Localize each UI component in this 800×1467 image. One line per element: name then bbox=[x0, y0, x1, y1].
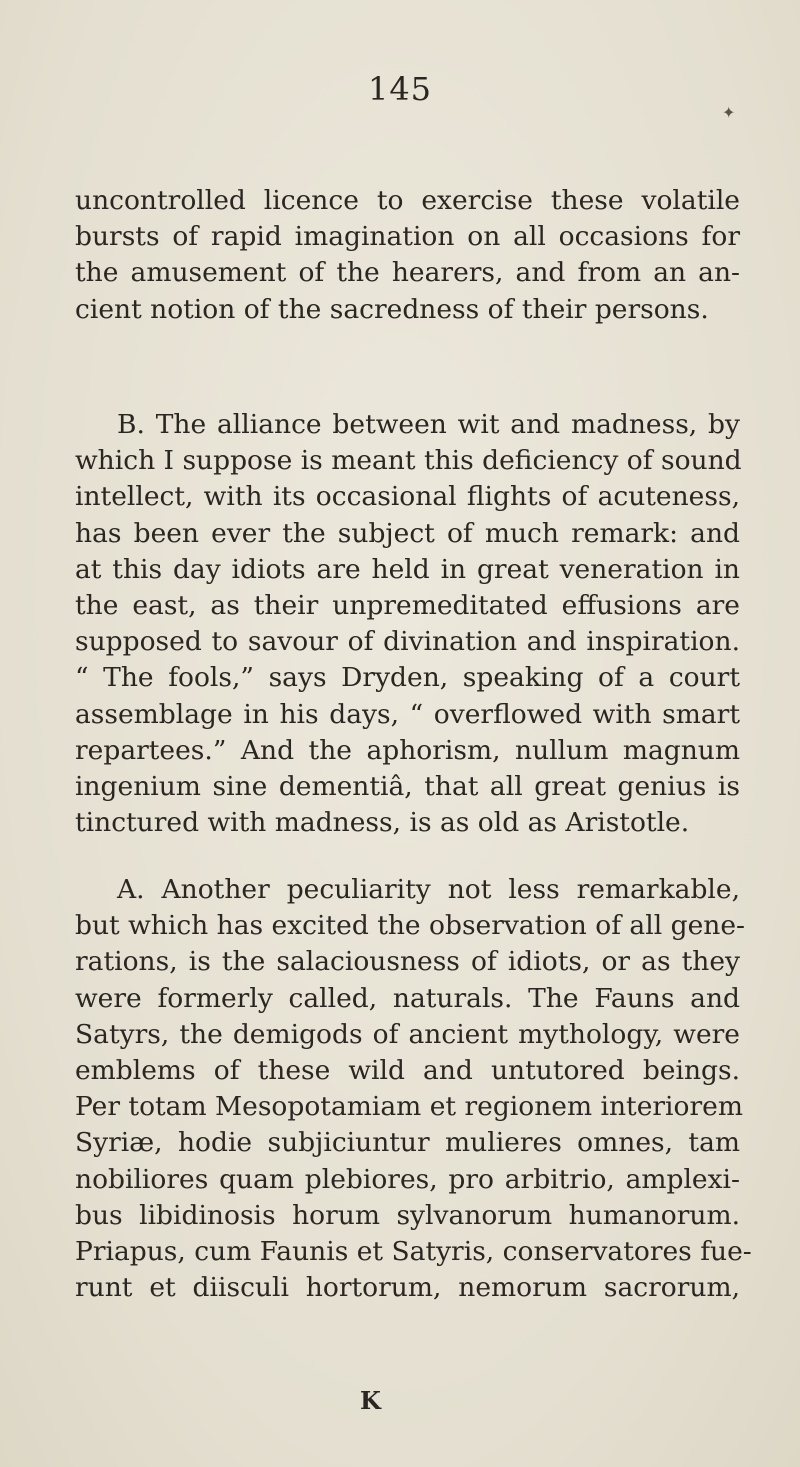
text-line: rations, is the salaciousness of idiots, or as they bbox=[75, 946, 740, 978]
text-line: nobiliores quam plebiores, pro arbitrio, amplexi- bbox=[75, 1163, 740, 1195]
text-line: supposed to savour of divination and inspiration. bbox=[75, 626, 740, 658]
text-line: uncontrolled licence to exercise these volatile bbox=[75, 185, 740, 216]
text-line: “ The fools,” says Dryden, speaking of a court bbox=[75, 662, 740, 694]
text-line: intellect, with its occasional flights of acuteness, bbox=[75, 481, 740, 513]
paragraph-2 bbox=[75, 407, 740, 841]
text-line: cient notion of the sacredness of their persons. bbox=[75, 293, 709, 325]
text-line: bus libidinosis horum sylvanorum humanorum. bbox=[75, 1199, 740, 1231]
text-line: Syriæ, hodie subjiciuntur mulieres omnes, tam bbox=[75, 1127, 740, 1159]
text-line: bursts of rapid imagination on all occasions for bbox=[75, 221, 740, 253]
text-line: tinctured with madness, is as old as Aristotle. bbox=[75, 807, 690, 839]
text-line: the east, as their unpremeditated effusions are bbox=[75, 589, 740, 621]
paragraph-1 bbox=[75, 183, 740, 328]
text-line: but which has excited the observation of all gene- bbox=[75, 910, 745, 942]
text-line: Satyrs, the demigods of ancient mythology, were bbox=[75, 1018, 740, 1050]
text-line: repartees.” And the aphorism, nullum magnum bbox=[75, 734, 740, 766]
text-line: Priapus, cum Faunis et Satyris, conservatores fue- bbox=[75, 1235, 752, 1267]
text-line: which I suppose is meant this deficiency of sound bbox=[75, 445, 742, 477]
text-line: B. The alliance between wit and madness, by bbox=[117, 409, 740, 440]
page-number: 145 bbox=[367, 70, 433, 108]
text-line: A. Another peculiarity not less remarkable, bbox=[117, 874, 740, 905]
text-line: Per totam Mesopotamiam et regionem interiorem bbox=[75, 1091, 743, 1123]
text-line: the amusement of the hearers, and from an an- bbox=[75, 257, 740, 289]
text-line: ingenium sine dementiâ, that all great genius is bbox=[75, 770, 740, 802]
text-line: emblems of these wild and untutored beings. bbox=[75, 1054, 740, 1086]
ink-speck-mark: ✦ bbox=[722, 103, 736, 122]
text-line: were formerly called, naturals. The Fauns and bbox=[75, 982, 740, 1014]
paragraph-3 bbox=[75, 872, 752, 1306]
text-line: at this day idiots are held in great veneration in bbox=[75, 553, 740, 585]
text-line: runt et diisculi hortorum, nemorum sacrorum, bbox=[75, 1272, 740, 1304]
text-line: assemblage in his days, “ overflowed with smart bbox=[75, 698, 740, 730]
signature-mark: K bbox=[360, 1386, 381, 1415]
text-line: has been ever the subject of much remark: and bbox=[75, 517, 740, 549]
